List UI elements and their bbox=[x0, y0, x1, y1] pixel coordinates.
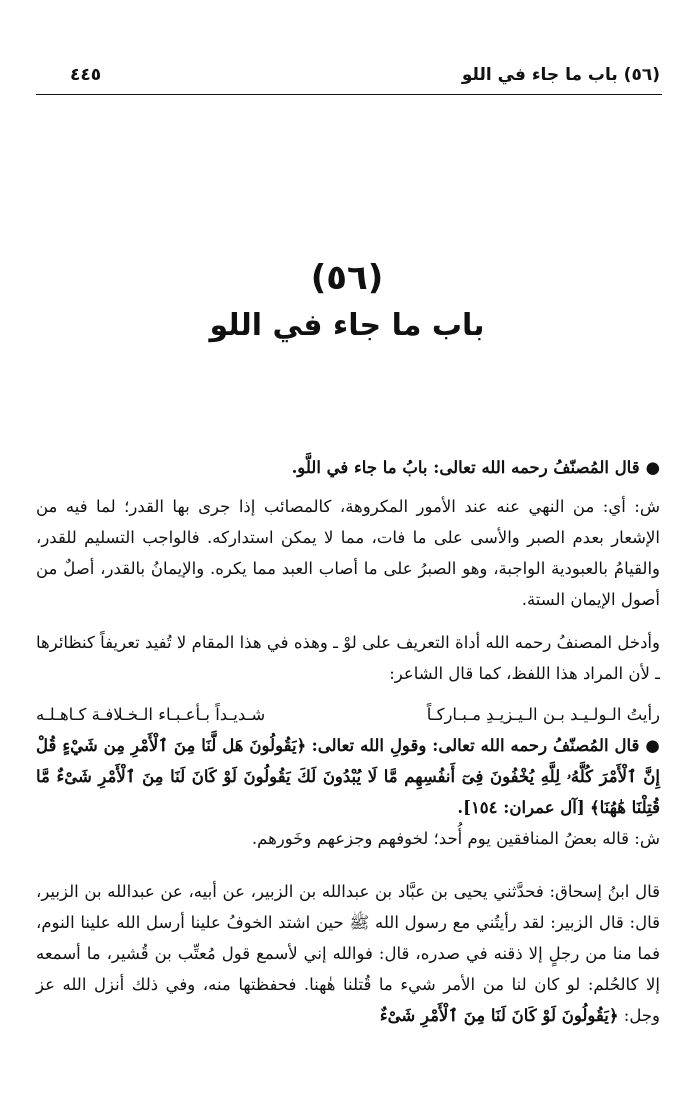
commentary-paragraph-3: ش: قاله بعضُ المنافقين يوم أُحد؛ لخوفهم وجزعهم وخَورهم. bbox=[251, 829, 660, 848]
hadith-narration: قال ابنُ إسحاق: فحدَّثني يحيى بن عبَّاد بن عبدالله بن الزبير، عن أبيه، عن عبدالله بن الزبير، قال: قال الزبير: لقد رأيتُني مع رسول الله ﷺ حين اشتد الخوفُ علينا أرسل الله علينا النوم، فما منا من رجلٍ إلا ذقنه في صدره، قال: فوالله إني لأسمع قول مُعتِّب بن قُشير، ما أسمعه إلا كالحُلم: لو كان لنا من الأمر شيء ما قُتلنا هٰهنا. فحفظتها منه، وفي ذلك أنزل الله عز وجل: bbox=[36, 882, 660, 1025]
author-quote-1-text: قال المُصنّفُ رحمه الله تعالى: بابُ ما جاء في اللَّو. bbox=[291, 458, 640, 477]
author-quote-2 bbox=[36, 730, 660, 823]
body-text bbox=[36, 452, 660, 1031]
poem-second-hemistich: شـديـداً بـأعـبـاء الـخـلافـة كـاهـلـه bbox=[36, 705, 266, 724]
chapter-number: (٥٦) bbox=[310, 258, 384, 298]
bullet-icon: ● bbox=[645, 458, 660, 477]
author-quote-2-intro: قال المُصنّفُ رحمه الله تعالى: وقولِ الله تعالى: bbox=[311, 736, 640, 755]
quran-verse-2: ﴿يَقُولُونَ لَوْ كَانَ لَنَا مِنَ ٱلْأَمْرِ شَىْءٌ bbox=[379, 1006, 619, 1025]
running-header bbox=[70, 60, 660, 90]
quran-verse: ﴿يَقُولُونَ هَل لَّنَا مِنَ ٱلْأَمْرِ مِن شَيْءٍ قُلْ إِنَّ ٱلْأَمْرَ كُلَّهُۥ لِلَّهِ يُخْفُونَ فِىٓ أَنفُسِهِم مَّا لَا يُبْدُونَ لَكَ يَقُولُونَ لَوْ كَانَ لَنَا مِنَ ٱلْأَمْرِ شَىْءٌ مَّا قُتِلْنَا هَٰهُنَا﴾ bbox=[36, 736, 660, 817]
chapter-title: باب ما جاء في اللو bbox=[209, 308, 485, 343]
commentary-paragraph-1: ش: أي: من النهي عنه عند الأمور المكروهة، كالمصائب إذا جرى بها القدر؛ لما فيه من الإشعار بعدم الصبر والأسى على ما فات، مما لا يمكن استداركه. فالواجب التسليم للقدر، والقيامُ بالعبودية الواجبة، وهو الصبرُ على ما أصاب العبد مما يكره. والإيمانُ بالقدر، أصلٌ من أصول الإيمان الستة. bbox=[36, 497, 660, 609]
header-rule bbox=[36, 94, 662, 95]
page-number: ٤٤٥ bbox=[70, 65, 102, 85]
author-quote-1 bbox=[36, 452, 660, 483]
commentary-paragraph-2: وأدخل المصنفُ رحمه الله أداة التعريف على لوْ ـ وهذه في هذا المقام لا تُفيد تعريفاً كنظائرها ـ لأن المراد هذا اللفظ، كما قال الشاعر: bbox=[36, 633, 660, 683]
poem-first-hemistich: رأيتُ الـولـيـد بـن الـيـزيـدِ مـبـاركـاً bbox=[426, 705, 660, 724]
bullet-icon: ● bbox=[645, 736, 661, 755]
commentary-paragraph-4 bbox=[36, 876, 660, 1031]
quran-reference: [آل عمران: ١٥٤]. bbox=[457, 798, 585, 817]
running-title: (٥٦) باب ما جاء في اللو bbox=[461, 65, 660, 85]
poem-verse bbox=[36, 699, 660, 730]
